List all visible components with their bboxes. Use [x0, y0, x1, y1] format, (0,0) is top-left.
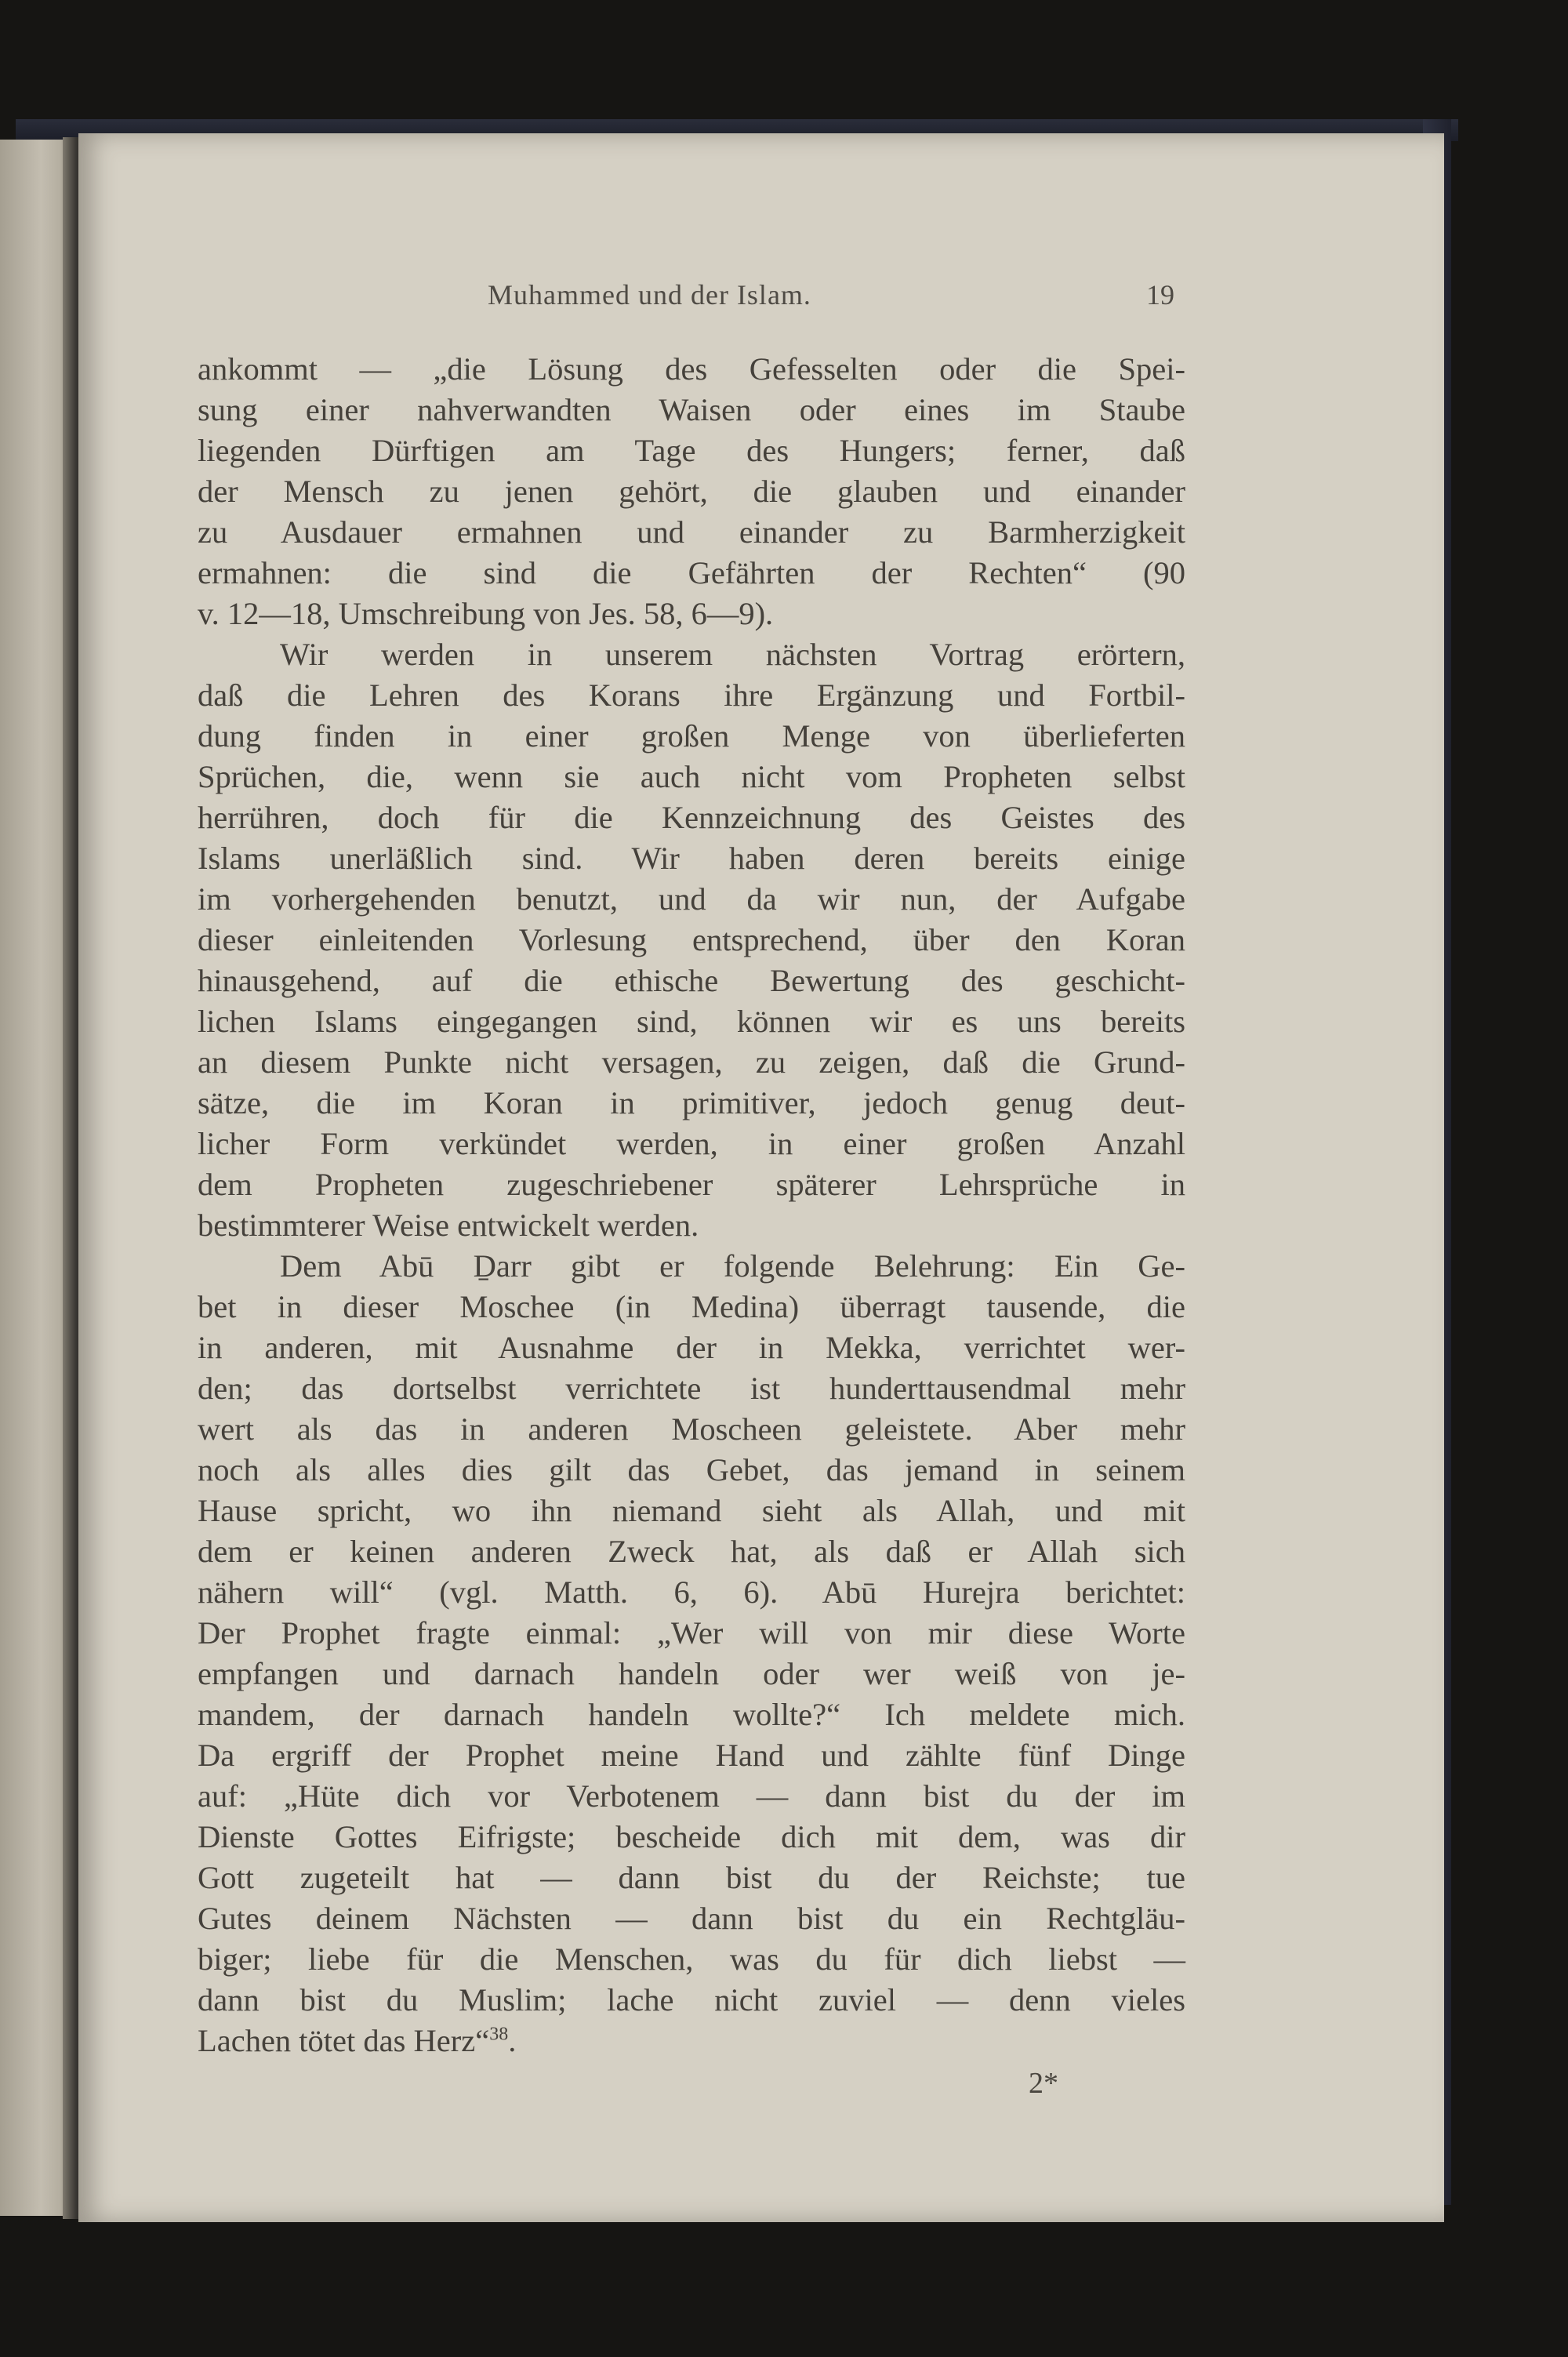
- final-punctuation: .: [508, 2023, 517, 2058]
- text-line: biger; liebe für die Menschen, was du für dich liebst —: [198, 1941, 1185, 1977]
- running-head-title: Muhammed und der Islam.: [488, 279, 811, 311]
- last-line-text: Lachen tötet das Herz“: [198, 2023, 490, 2058]
- text-line: daß die Lehren des Korans ihre Ergänzung und Fortbil-: [198, 677, 1185, 713]
- body-text: [198, 349, 1185, 2061]
- text-line: Da ergriff der Prophet meine Hand und zählte fünf Dinge: [198, 1738, 1185, 1773]
- text-line: dung finden in einer großen Menge von überlieferten: [198, 718, 1185, 754]
- text-line: an diesem Punkte nicht versagen, zu zeigen, daß die Grund-: [198, 1044, 1185, 1080]
- text-line: ankommt — „die Lösung des Gefesselten oder die Spei-: [198, 351, 1185, 387]
- text-line: lichen Islams eingegangen sind, können wir es uns bereits: [198, 1004, 1185, 1039]
- last-text-line: [198, 2021, 1185, 2061]
- text-line: nähern will“ (vgl. Matth. 6, 6). Abū Hurejra berichtet:: [198, 1574, 1185, 1610]
- text-line: wert als das in anderen Moscheen geleistete. Aber mehr: [198, 1411, 1185, 1447]
- text-line: Hause spricht, wo ihn niemand sieht als Allah, und mit: [198, 1493, 1185, 1528]
- text-line: noch als alles dies gilt das Gebet, das jemand in seinem: [198, 1452, 1185, 1487]
- text-line: liegenden Dürftigen am Tage des Hungers; ferner, daß: [198, 433, 1185, 468]
- paragraph-start-line: Dem Abū Ḏarr gibt er folgende Belehrung: Ein Ge-: [280, 1248, 1185, 1284]
- text-line: auf: „Hüte dich vor Verbotenem — dann bist du der im: [198, 1778, 1185, 1814]
- text-line: im vorhergehenden benutzt, und da wir nun, der Aufgabe: [198, 881, 1185, 917]
- text-line: Sprüchen, die, wenn sie auch nicht vom Propheten selbst: [198, 759, 1185, 794]
- text-line: empfangen und darnach handeln oder wer weiß von je-: [198, 1656, 1185, 1691]
- text-line: dann bist du Muslim; lache nicht zuviel — denn vieles: [198, 1982, 1185, 2017]
- text-line: den; das dortselbst verrichtete ist hunderttausendmal mehr: [198, 1371, 1185, 1406]
- text-line: ermahnen: die sind die Gefährten der Rechten“ (90: [198, 555, 1185, 590]
- text-line: zu Ausdauer ermahnen und einander zu Barmherzigkeit: [198, 514, 1185, 550]
- text-line: dieser einleitenden Vorlesung entsprechend, über den Koran: [198, 922, 1185, 957]
- text-line: Gott zugeteilt hat — dann bist du der Reichste; tue: [198, 1860, 1185, 1895]
- text-line: herrühren, doch für die Kennzeichnung des Geistes des: [198, 800, 1185, 835]
- signature-mark: 2*: [1029, 2067, 1058, 2100]
- text-line: sung einer nahverwandten Waisen oder eines im Staube: [198, 392, 1185, 427]
- text-line: licher Form verkündet werden, in einer großen Anzahl: [198, 1126, 1185, 1161]
- text-line: v. 12—18, Umschreibung von Jes. 58, 6—9).: [198, 596, 774, 631]
- text-line: Gutes deinem Nächsten — dann bist du ein Rechtgläu-: [198, 1901, 1185, 1936]
- text-line: sätze, die im Koran in primitiver, jedoch genug deut-: [198, 1085, 1185, 1120]
- text-line: dem Propheten zugeschriebener späterer Lehrsprüche in: [198, 1167, 1185, 1202]
- text-line: Der Prophet fragte einmal: „Wer will von mir diese Worte: [198, 1615, 1185, 1651]
- text-line: dem er keinen anderen Zweck hat, als daß er Allah sich: [198, 1534, 1185, 1569]
- text-line: bet in dieser Moschee (in Medina) überragt tausende, die: [198, 1289, 1185, 1324]
- text-line: bestimmterer Weise entwickelt werden.: [198, 1208, 699, 1243]
- paragraph-start-line: Wir werden in unserem nächsten Vortrag erörtern,: [280, 637, 1185, 672]
- text-line: in anderen, mit Ausnahme der in Mekka, verrichtet wer-: [198, 1330, 1185, 1365]
- footnote-marker: 38: [489, 2024, 509, 2045]
- page-number: 19: [1146, 279, 1174, 311]
- text-line: der Mensch zu jenen gehört, die glauben und einander: [198, 474, 1185, 509]
- text-line: Islams unerläßlich sind. Wir haben deren bereits einige: [198, 841, 1185, 876]
- text-line: mandem, der darnach handeln wollte?“ Ich meldete mich.: [198, 1697, 1185, 1732]
- text-line: hinausgehend, auf die ethische Bewertung des geschicht-: [198, 963, 1185, 998]
- text-line: Dienste Gottes Eifrigste; bescheide dich mit dem, was dir: [198, 1819, 1185, 1854]
